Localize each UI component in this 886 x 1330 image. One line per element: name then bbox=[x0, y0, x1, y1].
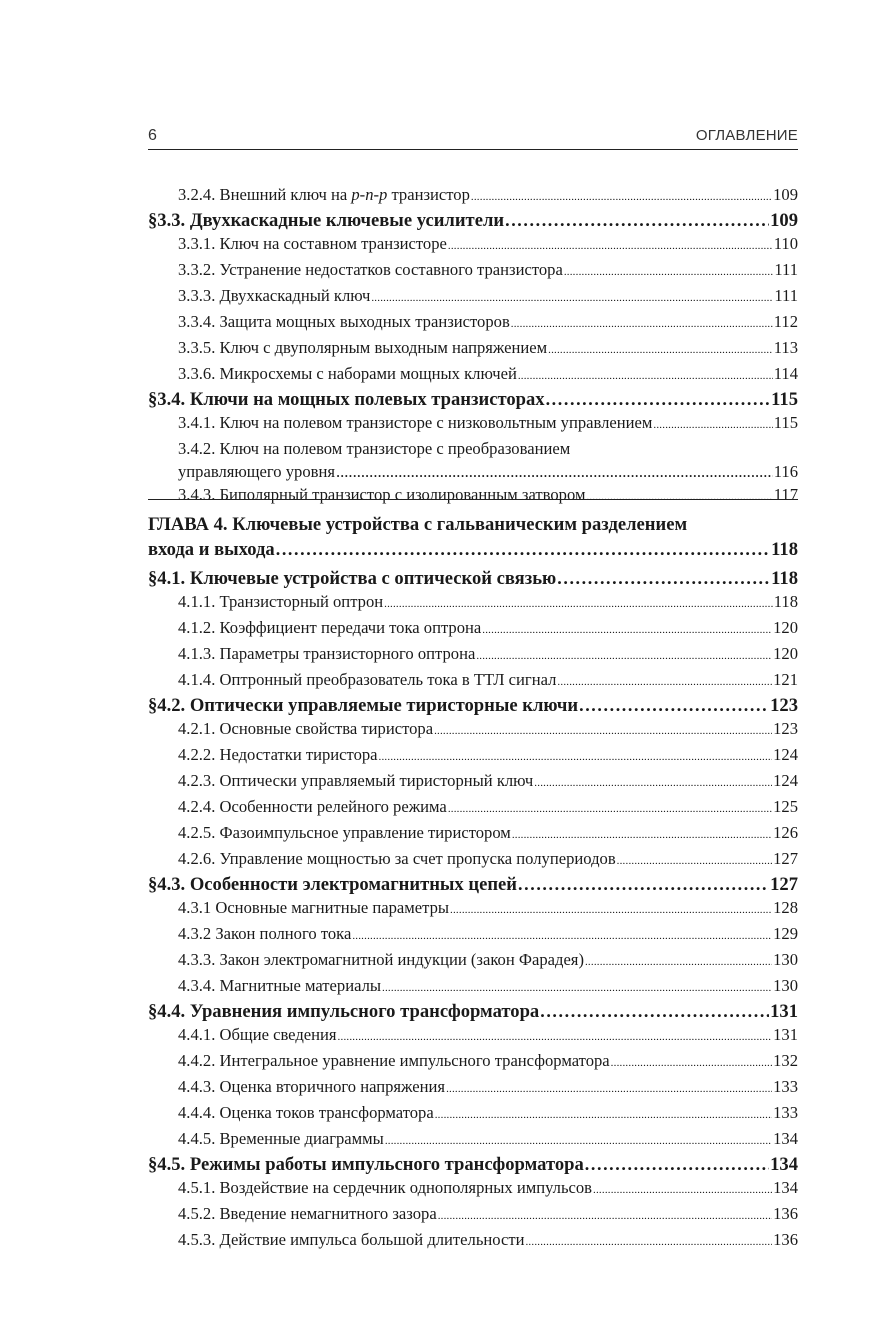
toc-subsection-line2 bbox=[178, 460, 798, 483]
toc-page-number: 136 bbox=[773, 1230, 798, 1249]
toc-section[interactable] bbox=[148, 1000, 798, 1023]
running-title: ОГЛАВЛЕНИЕ bbox=[695, 127, 798, 144]
leader-dots bbox=[382, 974, 772, 1000]
toc-subsection[interactable] bbox=[148, 974, 798, 1000]
toc-section[interactable] bbox=[148, 388, 798, 411]
toc-page-number: 115 bbox=[771, 389, 798, 410]
leader-dots bbox=[653, 411, 772, 437]
toc-subsection-title: 3.3.2. Устранение недостатков составного транзистора bbox=[178, 260, 563, 279]
toc-subsection[interactable] bbox=[148, 1176, 798, 1202]
toc-subsection[interactable] bbox=[148, 743, 798, 769]
toc-section[interactable] bbox=[148, 873, 798, 896]
leader-dots bbox=[448, 795, 772, 821]
toc-page-number: 126 bbox=[773, 823, 798, 842]
leader-dots bbox=[435, 1101, 772, 1127]
leader-dots bbox=[617, 847, 772, 873]
toc-page-number: 131 bbox=[773, 1025, 798, 1044]
leader-dots bbox=[371, 284, 773, 310]
toc-subsection-title: 4.1.2. Коэффициент передачи тока оптрона bbox=[178, 618, 482, 637]
toc-subsection-title: 4.3.1 Основные магнитные параметры bbox=[178, 898, 450, 917]
leader-dots bbox=[448, 232, 773, 258]
leader-dots bbox=[534, 769, 772, 795]
toc-page-number: 124 bbox=[773, 771, 798, 790]
toc-section-title: §4.4. Уравнения импульсного трансформатора bbox=[148, 1001, 540, 1022]
toc-subsection-title: 3.4.3. Биполярный транзистор с изолированным затвором bbox=[178, 485, 586, 504]
toc-subsection[interactable] bbox=[148, 1101, 798, 1127]
toc-subsection-title: 4.1.1. Транзисторный оптрон bbox=[178, 592, 384, 611]
toc-page-number: 131 bbox=[770, 1001, 798, 1022]
toc-subsection[interactable] bbox=[148, 948, 798, 974]
toc-section-title: §4.3. Особенности электромагнитных цепей bbox=[148, 874, 518, 895]
toc-page-number: 116 bbox=[773, 462, 798, 481]
toc-page-number: 120 bbox=[773, 644, 798, 663]
leader-dots bbox=[434, 717, 772, 743]
toc-subsection-title: 4.3.3. Закон электромагнитной индукции (закон Фарадея) bbox=[178, 950, 584, 969]
leader-dots bbox=[518, 873, 769, 896]
leader-dots bbox=[352, 922, 772, 948]
toc-page-number: 109 bbox=[770, 210, 798, 231]
toc-subsection-title-line2: управляющего уровня bbox=[178, 462, 335, 481]
running-header bbox=[148, 125, 798, 150]
leader-dots bbox=[336, 460, 773, 483]
toc-subsection[interactable] bbox=[148, 232, 798, 258]
page-number: 6 bbox=[148, 127, 157, 144]
toc-section[interactable] bbox=[148, 567, 798, 590]
toc-section-title: §3.3. Двухкаскадные ключевые усилители bbox=[148, 210, 505, 231]
toc-page-number: 123 bbox=[773, 719, 798, 738]
toc-subsection[interactable] bbox=[148, 795, 798, 821]
toc-subsection-title: 4.4.5. Временные диаграммы bbox=[178, 1129, 384, 1148]
toc-page-number: 134 bbox=[770, 1154, 798, 1175]
toc-subsection-title: 4.2.3. Оптически управляемый тиристорный ключ bbox=[178, 771, 534, 790]
title-part: транзистор bbox=[387, 185, 470, 204]
toc-subsection[interactable] bbox=[148, 411, 798, 437]
leader-dots bbox=[586, 483, 772, 509]
leader-dots bbox=[564, 258, 774, 284]
leader-dots bbox=[557, 567, 770, 590]
toc-subsection[interactable] bbox=[148, 668, 798, 694]
toc-subsection[interactable] bbox=[148, 437, 798, 483]
toc-page-number: 130 bbox=[773, 950, 798, 969]
toc-subsection-title-line1: 3.4.2. Ключ на полевом транзисторе с преобразованием bbox=[178, 439, 571, 458]
toc-subsection-title: 4.3.4. Магнитные материалы bbox=[178, 976, 382, 995]
toc-section[interactable] bbox=[148, 1153, 798, 1176]
toc-section-title: §4.2. Оптически управляемые тиристорные ключи bbox=[148, 695, 579, 716]
toc-subsection-title: 3.3.4. Защита мощных выходных транзисторов bbox=[178, 312, 510, 331]
toc-subsection-title: 3.4.1. Ключ на полевом транзисторе с низковольтным управлением bbox=[178, 413, 653, 432]
leader-dots bbox=[518, 362, 773, 388]
toc-page-number: 128 bbox=[773, 898, 798, 917]
toc-page-number: 114 bbox=[773, 364, 798, 383]
toc-page-number: 127 bbox=[773, 849, 798, 868]
leader-dots bbox=[338, 1023, 773, 1049]
leader-dots bbox=[276, 537, 770, 562]
leader-dots bbox=[557, 668, 772, 694]
toc-subsection[interactable] bbox=[148, 1202, 798, 1228]
toc-subsection-title: 4.4.3. Оценка вторичного напряжения bbox=[178, 1077, 446, 1096]
toc-page-number: 129 bbox=[773, 924, 798, 943]
toc-subsection-title: 4.3.2 Закон полного тока bbox=[178, 924, 352, 943]
chapter-page: 118 bbox=[771, 539, 798, 560]
toc-subsection-title: 4.5.2. Введение немагнитного зазора bbox=[178, 1204, 437, 1223]
toc-page-number: 115 bbox=[773, 413, 798, 432]
chapter-title-line2: входа и выхода bbox=[148, 539, 275, 560]
chapter-divider bbox=[148, 499, 798, 500]
toc-subsection-title: 4.2.5. Фазоимпульсное управление тиристором bbox=[178, 823, 511, 842]
toc-subsection[interactable] bbox=[148, 922, 798, 948]
toc-page-number: 110 bbox=[773, 234, 798, 253]
toc-subsection[interactable] bbox=[148, 310, 798, 336]
toc-subsection-title: 3.3.1. Ключ на составном транзисторе bbox=[178, 234, 447, 253]
toc-subsection-title: 4.1.3. Параметры транзисторного оптрона bbox=[178, 644, 476, 663]
toc-page-number: 111 bbox=[774, 260, 798, 279]
leader-dots bbox=[385, 1127, 772, 1153]
toc-subsection[interactable] bbox=[148, 847, 798, 873]
chapter-title-line1: ГЛАВА 4. Ключевые устройства с гальваническим разделением bbox=[148, 514, 688, 535]
leader-dots bbox=[546, 388, 771, 411]
toc-section-title: §3.4. Ключи на мощных полевых транзисторах bbox=[148, 389, 545, 410]
toc-subsection[interactable] bbox=[148, 1127, 798, 1153]
leader-dots bbox=[476, 642, 772, 668]
toc-page-number: 117 bbox=[773, 485, 798, 504]
leader-dots bbox=[379, 743, 773, 769]
toc-subsection[interactable] bbox=[148, 362, 798, 388]
toc-subsection-title: 4.4.2. Интегральное уравнение импульсного трансформатора bbox=[178, 1051, 610, 1070]
leader-dots bbox=[438, 1202, 772, 1228]
leader-dots bbox=[471, 183, 772, 209]
toc-subsection[interactable] bbox=[148, 590, 798, 616]
leader-dots bbox=[548, 336, 773, 362]
toc-subsection[interactable] bbox=[148, 1049, 798, 1075]
leader-dots bbox=[540, 1000, 769, 1023]
toc-page-number: 132 bbox=[773, 1051, 798, 1070]
toc-subsection-title bbox=[178, 183, 470, 206]
leader-dots bbox=[446, 1075, 772, 1101]
toc-page-number: 118 bbox=[773, 592, 798, 611]
leader-dots bbox=[512, 821, 772, 847]
toc-subsection[interactable] bbox=[148, 336, 798, 362]
leader-dots bbox=[505, 209, 769, 232]
title-part: Внешний ключ на bbox=[219, 185, 352, 204]
toc-subsection[interactable] bbox=[148, 717, 798, 743]
leader-dots bbox=[593, 1176, 772, 1202]
toc-section[interactable] bbox=[148, 209, 798, 232]
toc-page-number: 133 bbox=[773, 1103, 798, 1122]
leader-dots bbox=[384, 590, 773, 616]
toc-subsection[interactable] bbox=[148, 1075, 798, 1101]
toc-page-number: 118 bbox=[771, 568, 798, 589]
toc-subsection-title: 4.5.3. Действие импульса большой длительности bbox=[178, 1230, 525, 1249]
toc-subsection-title: 3.3.3. Двухкаскадный ключ bbox=[178, 286, 371, 305]
toc-subsection[interactable] bbox=[148, 896, 798, 922]
toc-subsection-title: 4.4.4. Оценка токов трансформатора bbox=[178, 1103, 434, 1122]
toc-page-number: 130 bbox=[773, 976, 798, 995]
toc-page-number: 136 bbox=[773, 1204, 798, 1223]
toc-subsection-title: 4.5.1. Воздействие на сердечник однополярных импульсов bbox=[178, 1178, 593, 1197]
toc-subsection[interactable] bbox=[148, 1228, 798, 1254]
toc-page-number: 113 bbox=[773, 338, 798, 357]
toc-subsection-title: 4.2.1. Основные свойства тиристора bbox=[178, 719, 434, 738]
toc-subsection[interactable] bbox=[148, 1023, 798, 1049]
toc-page-number: 111 bbox=[774, 286, 798, 305]
title-number: 3.2.4. bbox=[178, 185, 216, 204]
toc-block-chapter3 bbox=[148, 183, 798, 509]
toc-subsection[interactable] bbox=[148, 483, 798, 509]
toc-subsection-title: 4.2.2. Недостатки тиристора bbox=[178, 745, 378, 764]
toc-section-title: §4.1. Ключевые устройства с оптической связью bbox=[148, 568, 557, 589]
toc-page-number: 121 bbox=[773, 670, 798, 689]
toc-subsection[interactable] bbox=[148, 258, 798, 284]
toc-page-number: 124 bbox=[773, 745, 798, 764]
leader-dots bbox=[511, 310, 773, 336]
toc-page-number: 127 bbox=[770, 874, 798, 895]
toc-subsection[interactable] bbox=[148, 183, 798, 209]
leader-dots bbox=[525, 1228, 772, 1254]
toc-page-number: 134 bbox=[773, 1178, 798, 1197]
toc-page-number: 133 bbox=[773, 1077, 798, 1096]
toc-section-title: §4.5. Режимы работы импульсного трансформатора bbox=[148, 1154, 584, 1175]
toc-page-number: 123 bbox=[770, 695, 798, 716]
toc-page-number: 125 bbox=[773, 797, 798, 816]
title-italic-part: p-n-p bbox=[351, 185, 388, 204]
leader-dots bbox=[450, 896, 772, 922]
toc-subsection[interactable] bbox=[148, 616, 798, 642]
toc-subsection-title: 4.2.4. Особенности релейного режима bbox=[178, 797, 447, 816]
toc-subsection-title: 3.3.6. Микросхемы с наборами мощных ключей bbox=[178, 364, 517, 383]
toc-subsection[interactable] bbox=[148, 284, 798, 310]
toc-chapter-4[interactable] bbox=[148, 512, 798, 562]
leader-dots bbox=[585, 948, 772, 974]
toc-section[interactable] bbox=[148, 694, 798, 717]
toc-subsection-title: 4.1.4. Оптронный преобразователь тока в ТТЛ сигнал bbox=[178, 670, 557, 689]
toc-subsection[interactable] bbox=[148, 769, 798, 795]
toc-block-chapter4 bbox=[148, 567, 798, 1254]
toc-page-number: 109 bbox=[773, 185, 798, 204]
leader-dots bbox=[482, 616, 772, 642]
toc-subsection[interactable] bbox=[148, 821, 798, 847]
leader-dots bbox=[611, 1049, 772, 1075]
leader-dots bbox=[585, 1153, 769, 1176]
toc-subsection-title: 4.2.6. Управление мощностью за счет пропуска полупериодов bbox=[178, 849, 616, 868]
toc-subsection[interactable] bbox=[148, 642, 798, 668]
leader-dots bbox=[579, 694, 769, 717]
toc-subsection-title: 3.3.5. Ключ с двуполярным выходным напряжением bbox=[178, 338, 548, 357]
toc-subsection-title: 4.4.1. Общие сведения bbox=[178, 1025, 337, 1044]
toc-page-number: 134 bbox=[773, 1129, 798, 1148]
toc-page-number: 120 bbox=[773, 618, 798, 637]
toc-page-number: 112 bbox=[773, 312, 798, 331]
